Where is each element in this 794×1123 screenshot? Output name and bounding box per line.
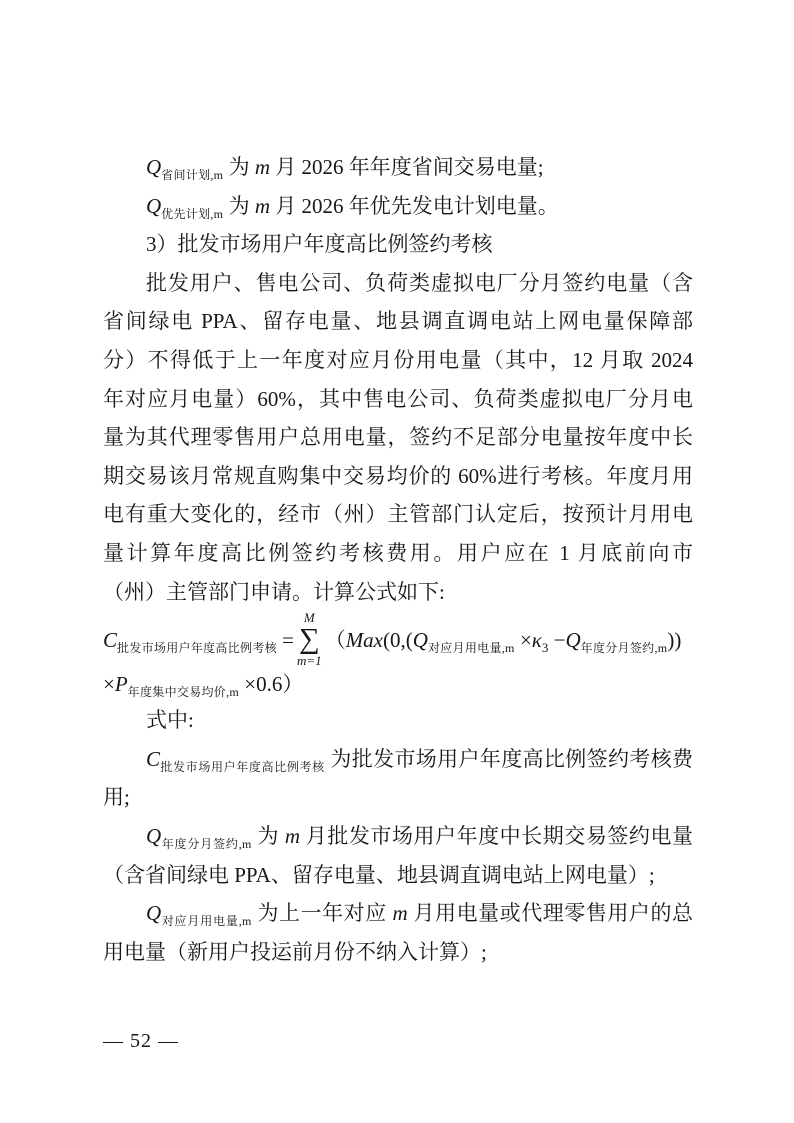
max-function: Max (345, 628, 384, 653)
math-variable-m: m (392, 901, 408, 926)
close-paren: ） (282, 672, 304, 697)
math-subscript: 批发市场用户年度高比例考核 (117, 641, 277, 656)
times-sign: × (244, 672, 257, 697)
paragraph-line: 省间绿电 PPA、留存电量、地县调直调电站上网电量保障部 (103, 309, 693, 334)
math-variable-c: C (103, 628, 118, 653)
paragraph-line: 电有重大变化的，经市（州）主管部门认定后，按预计月用电 (103, 502, 693, 527)
math-subscript: 批发市场用户年度高比例考核 (160, 759, 325, 774)
text-run: 为上一年对应 (251, 901, 393, 926)
times-sign: × (103, 672, 115, 697)
kappa-variable: κ (531, 628, 542, 653)
paragraph-line: 批发用户、售电公司、负荷类虚拟电厂分月签约电量（含 (146, 270, 693, 295)
sum-lower-limit: m=1 (297, 652, 322, 668)
text-run: 为 (251, 823, 285, 848)
factor-value: 0.6 (256, 672, 283, 697)
where-label: 式中: (146, 708, 194, 733)
math-subscript: 年度分月签约,m (580, 641, 668, 656)
args-open: (0,( (383, 628, 413, 653)
math-variable-q2: Q (565, 628, 581, 653)
text-run: 为 (223, 155, 255, 179)
math-variable-m: m (254, 155, 270, 179)
document-content (103, 148, 693, 971)
text-run: 为批发市场用户年度高比例签约考核费 (324, 746, 693, 771)
minus-sign: − (553, 628, 566, 653)
math-subscript: 年度分月签约,m (161, 836, 252, 851)
open-paren: （ (324, 628, 346, 653)
math-variable-c: C (146, 746, 161, 771)
times-sign: × (519, 628, 532, 653)
sigma-glyph: ∑ (299, 622, 320, 655)
formula-line-2 (103, 667, 693, 701)
paragraph-line: 量为其代理零售用户总用电量，签约不足部分电量按年度中长 (103, 425, 693, 450)
math-variable-m: m (284, 823, 300, 848)
paragraph-line: 量计算年度高比例签约考核费用。用户应在 1 月底前向市 (103, 540, 693, 565)
paragraph-line: 分）不得低于上一年度对应月份用电量（其中，12 月取 2024 (103, 347, 693, 372)
math-subscript: 优先计划,m (161, 206, 224, 221)
section-heading: 3）批发市场用户年度高比例签约考核 (146, 232, 493, 257)
explain-c-line-2: 用; (103, 785, 130, 810)
text-run: 月 2026 年年度省间交易电量; (269, 155, 544, 179)
paragraph-line: 年对应月电量）60%，其中售电公司、负荷类虚拟电厂分月电 (103, 386, 693, 411)
text-run: 为 (223, 193, 255, 218)
math-variable-q: Q (146, 823, 162, 848)
paragraph-line-last: （州）主管部门申请。计算公式如下: (103, 579, 445, 604)
close-parens: )) (667, 628, 682, 653)
summation-symbol (297, 611, 322, 667)
page-number: — 52 — (103, 1030, 179, 1052)
formula-line-1 (103, 611, 693, 667)
kappa-subscript: 3 (541, 640, 549, 656)
math-subscript: 对应月用电量,m (161, 914, 252, 929)
definition-line-youxian (103, 187, 693, 226)
equals-sign: = (282, 628, 295, 653)
text-run: 月 2026 年优先发电计划电量。 (269, 193, 559, 218)
math-variable-q: Q (146, 901, 162, 926)
sum-upper-limit: M (303, 610, 315, 626)
text-run: 月用电量或代理零售用户的总 (407, 901, 694, 926)
text-run: 月批发市场用户年度中长期交易签约电量 (300, 823, 693, 848)
explain-qusage-line-2: 用电量（新用户投运前月份不纳入计算）; (103, 939, 487, 964)
explain-c-line-1 (103, 740, 693, 779)
definition-line-shengjian (103, 148, 693, 187)
math-subscript: 对应月用电量,m (427, 641, 515, 656)
math-variable: Q (146, 193, 162, 218)
paragraph-line: 期交易该月常规直购集中交易均价的 60%进行考核。年度月用 (103, 463, 693, 488)
math-subscript: 省间计划,m (161, 168, 224, 182)
math-subscript: 年度集中交易均价,m (127, 685, 240, 700)
math-variable-q1: Q (412, 628, 428, 653)
explain-qsign-line-2: （含省间绿电 PPA、留存电量、地县调直调电站上网电量）; (103, 862, 655, 887)
math-variable: Q (146, 155, 162, 179)
explain-qsign-line-1 (103, 817, 693, 856)
math-variable-p: P (114, 672, 128, 697)
math-variable-m: m (254, 193, 270, 218)
explain-qusage-line-1 (103, 894, 693, 933)
